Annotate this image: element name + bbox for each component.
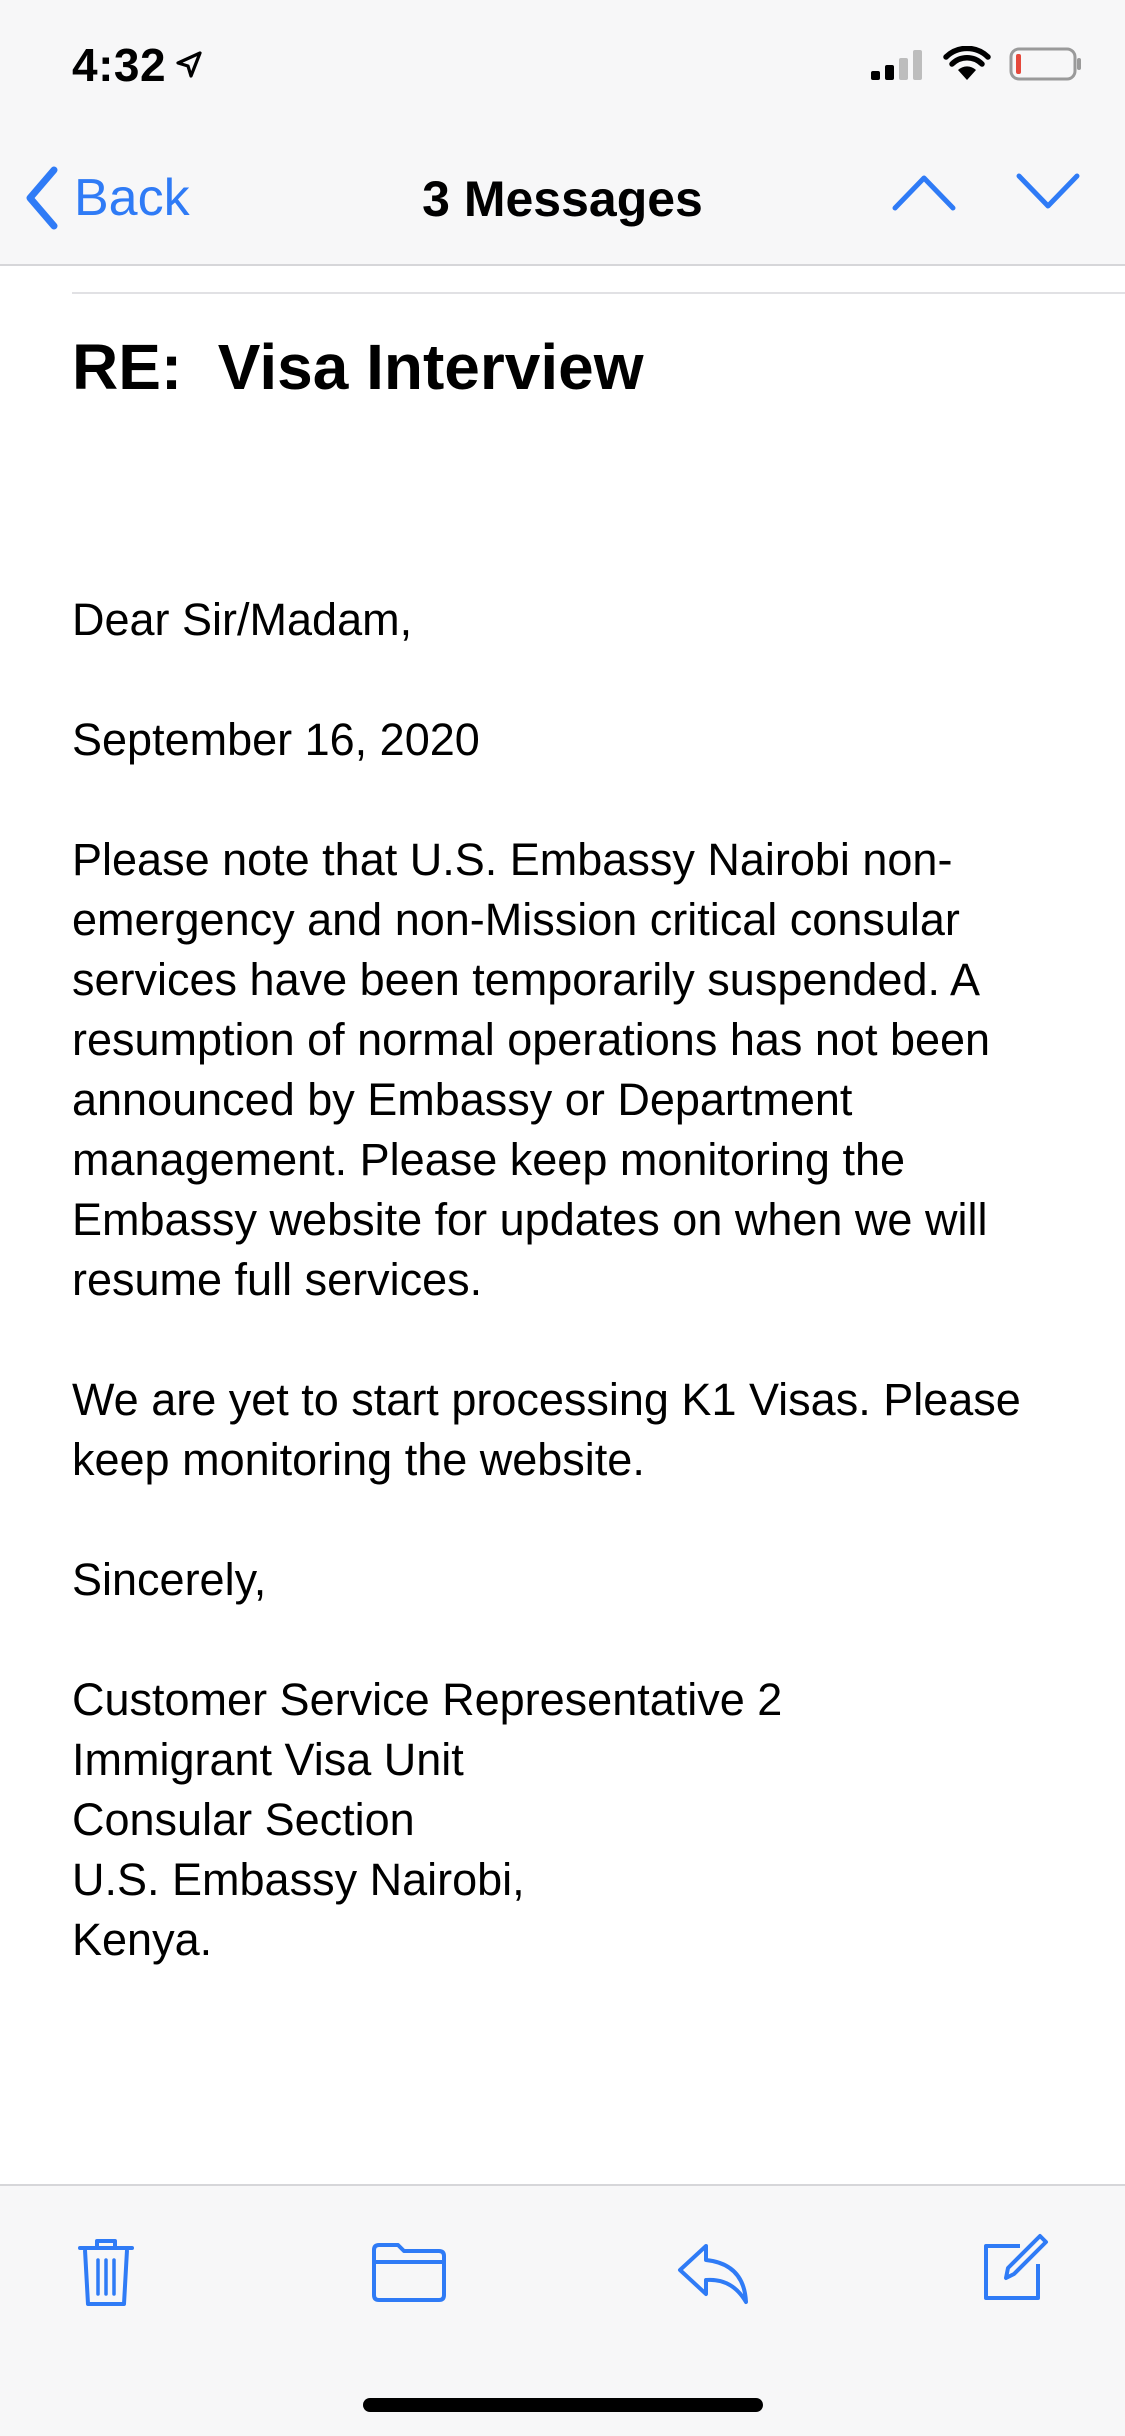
location-arrow-icon — [174, 50, 204, 80]
nav-title: 3 Messages — [422, 171, 703, 227]
message-navigation — [891, 172, 1081, 212]
body-paragraph-1: Please note that U.S. Embassy Nairobi non-emergency and non-Mission critical consular services have been temporarily suspended. A resumption of normal operations has not been announced by Embassy or Department management. Please keep monitoring the Embassy website for updates on when we will resume full services. — [72, 834, 991, 1305]
message-body — [72, 590, 1082, 2030]
compose-icon — [980, 2232, 1050, 2304]
trash-icon — [76, 2236, 136, 2308]
signature — [72, 1670, 1082, 1970]
reply-button[interactable] — [676, 2240, 752, 2306]
signature-line: Consular Section — [72, 1794, 415, 1845]
status-time-label: 4:32 — [72, 39, 167, 91]
chevron-down-icon — [1015, 172, 1081, 212]
battery-icon — [1009, 46, 1083, 82]
bottom-toolbar — [0, 2184, 1125, 2436]
greeting: Dear Sir/Madam, — [72, 594, 413, 645]
signature-line: Kenya. — [72, 1914, 213, 1965]
signature-line: U.S. Embassy Nairobi, — [72, 1854, 525, 1905]
top-bar — [0, 0, 1125, 266]
status-icons — [869, 46, 1083, 82]
chevron-up-icon — [891, 172, 957, 212]
header-divider — [72, 292, 1125, 294]
move-to-folder-button[interactable] — [370, 2240, 448, 2304]
signature-line: Immigrant Visa Unit — [72, 1734, 464, 1785]
closing: Sincerely, — [72, 1554, 267, 1605]
body-paragraph-2: We are yet to start processing K1 Visas. Please keep monitoring the website. — [72, 1374, 1021, 1485]
message-subject: RE: Visa Interview — [72, 331, 644, 403]
signature-line: Customer Service Representative 2 — [72, 1674, 783, 1725]
folder-icon — [370, 2240, 448, 2304]
back-button-label: Back — [74, 169, 190, 227]
wifi-icon — [943, 46, 991, 82]
cellular-signal-icon — [869, 47, 925, 81]
home-indicator[interactable] — [363, 2398, 763, 2412]
message-date: September 16, 2020 — [72, 714, 480, 765]
next-message-button[interactable] — [1015, 172, 1081, 212]
reply-icon — [676, 2240, 752, 2306]
compose-button[interactable] — [980, 2232, 1050, 2304]
trash-button[interactable] — [76, 2236, 136, 2308]
status-time — [72, 38, 204, 92]
previous-message-button[interactable] — [891, 172, 957, 212]
